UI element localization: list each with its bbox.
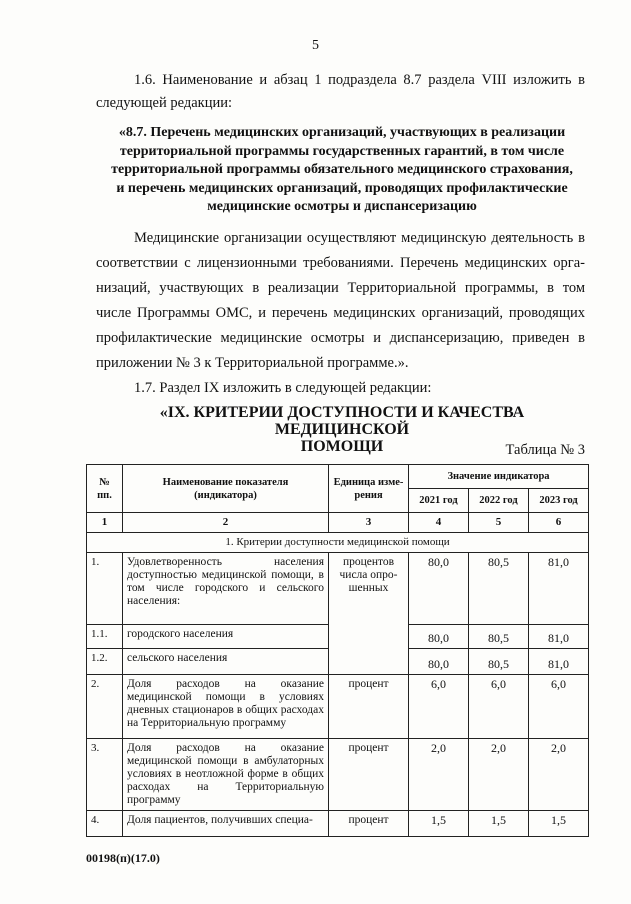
table-row: 3. Доля расходов на оказание медицинской помощи в амбулаторных условиях в неотложной форме в общих расходах на Территориальную программу процент 2,0 2,0 2,0 xyxy=(87,739,589,811)
row-unit: процентов числа опро- шенных xyxy=(329,553,409,675)
section-title: 1. Критерии доступности медицинской помощи xyxy=(87,533,589,553)
row-num: 1. xyxy=(87,553,123,625)
header-num: № пп. xyxy=(87,465,123,513)
row-name: Доля пациентов, получивших специа- xyxy=(123,811,329,837)
header-name: Наименование показателя (индикатора) xyxy=(123,465,329,513)
section-heading: «IX. КРИТЕРИИ ДОСТУПНОСТИ И КАЧЕСТВА МЕДИЦИНСКОЙ ПОМОЩИ xyxy=(159,404,525,455)
paragraph-2-line-2: соответствии с лицензионными требованиями. Перечень медицинских орга- xyxy=(96,255,585,271)
table-row: 4. Доля пациентов, получивших специа- процент 1,5 1,5 1,5 xyxy=(87,811,589,837)
row-num: 4. xyxy=(87,811,123,837)
table-row: 1.1. городского населения 80,0 80,5 81,0 xyxy=(87,625,589,649)
row-name: Доля расходов на оказание медицинской помощи в условиях дневных стационаров в общих расходах на Территориальную программу xyxy=(123,675,329,739)
table-header-row-1 xyxy=(87,465,589,489)
table-row: 1. Удовлетворенность населения доступностью медицинской помощи, в том числе городского и сельского населения: процентов числа опро- шенных 80,0 80,5 81,0 xyxy=(87,553,589,625)
table-row: 1.2. сельского населения 80,0 80,5 81,0 xyxy=(87,649,589,675)
row-name: городского населения xyxy=(123,625,329,649)
footer-code: 00198(п)(17.0) xyxy=(86,851,160,865)
paragraph-2-line-5: профилактические медицинские осмотры и диспансеризацию, приведен в xyxy=(96,330,585,346)
header-year-2023: 2023 год xyxy=(529,489,589,513)
row-name: сельского населения xyxy=(123,649,329,675)
paragraph-1-line-2: следующей редакции: xyxy=(96,95,233,111)
row-num: 1.1. xyxy=(87,625,123,649)
indicators-table xyxy=(86,464,589,837)
row-unit: процент xyxy=(329,739,409,811)
table-row: 2. Доля расходов на оказание медицинской помощи в условиях дневных стационаров в общих расходах на Территориальную программу процент 6,0 6,0 6,0 xyxy=(87,675,589,739)
row-name: Доля расходов на оказание медицинской помощи в амбулаторных условиях в неотложной форме в общих расходах на Территориальную программу xyxy=(123,739,329,811)
header-year-2022: 2022 год xyxy=(469,489,529,513)
row-num: 2. xyxy=(87,675,123,739)
header-value: Значение индикатора xyxy=(409,465,589,489)
paragraph-2-line-3: низаций, участвующих в реализации Территориальной программы, в том xyxy=(96,280,585,296)
paragraph-3: 1.7. Раздел IX изложить в следующей редакции: xyxy=(134,380,432,396)
paragraph-2-line-4: числе Программы ОМС, и перечень медицинских организаций, проводящих xyxy=(96,305,585,321)
header-year-2021: 2021 год xyxy=(409,489,469,513)
row-unit: процент xyxy=(329,675,409,739)
row-unit: процент xyxy=(329,811,409,837)
subsection-heading: «8.7. Перечень медицинских организаций, участвующих в реализации территориальной программы государственных гарантий, в том числе территориальной программы обязательного медицинского страхования, и перечень медицинских организаций, проводящих профилактические медицинские осмотры и диспансеризацию xyxy=(111,125,573,214)
paragraph-1-line-1: 1.6. Наименование и абзац 1 подраздела 8.7 раздела VIII изложить в xyxy=(134,72,585,88)
table-label: Таблица № 3 xyxy=(505,442,585,458)
paragraph-2-line-1: Медицинские организации осуществляют медицинскую деятельность в xyxy=(134,230,585,246)
paragraph-2-line-6: приложении № 3 к Территориальной программе.». xyxy=(96,355,409,371)
page-number: 5 xyxy=(312,38,319,53)
section-row xyxy=(87,533,589,553)
header-unit: Единица изме- рения xyxy=(329,465,409,513)
row-num: 3. xyxy=(87,739,123,811)
column-number-row: 1 2 3 4 5 6 xyxy=(87,513,589,533)
row-num: 1.2. xyxy=(87,649,123,675)
row-name: Удовлетворенность населения доступностью медицинской помощи, в том числе городского и сельского населения: xyxy=(123,553,329,625)
